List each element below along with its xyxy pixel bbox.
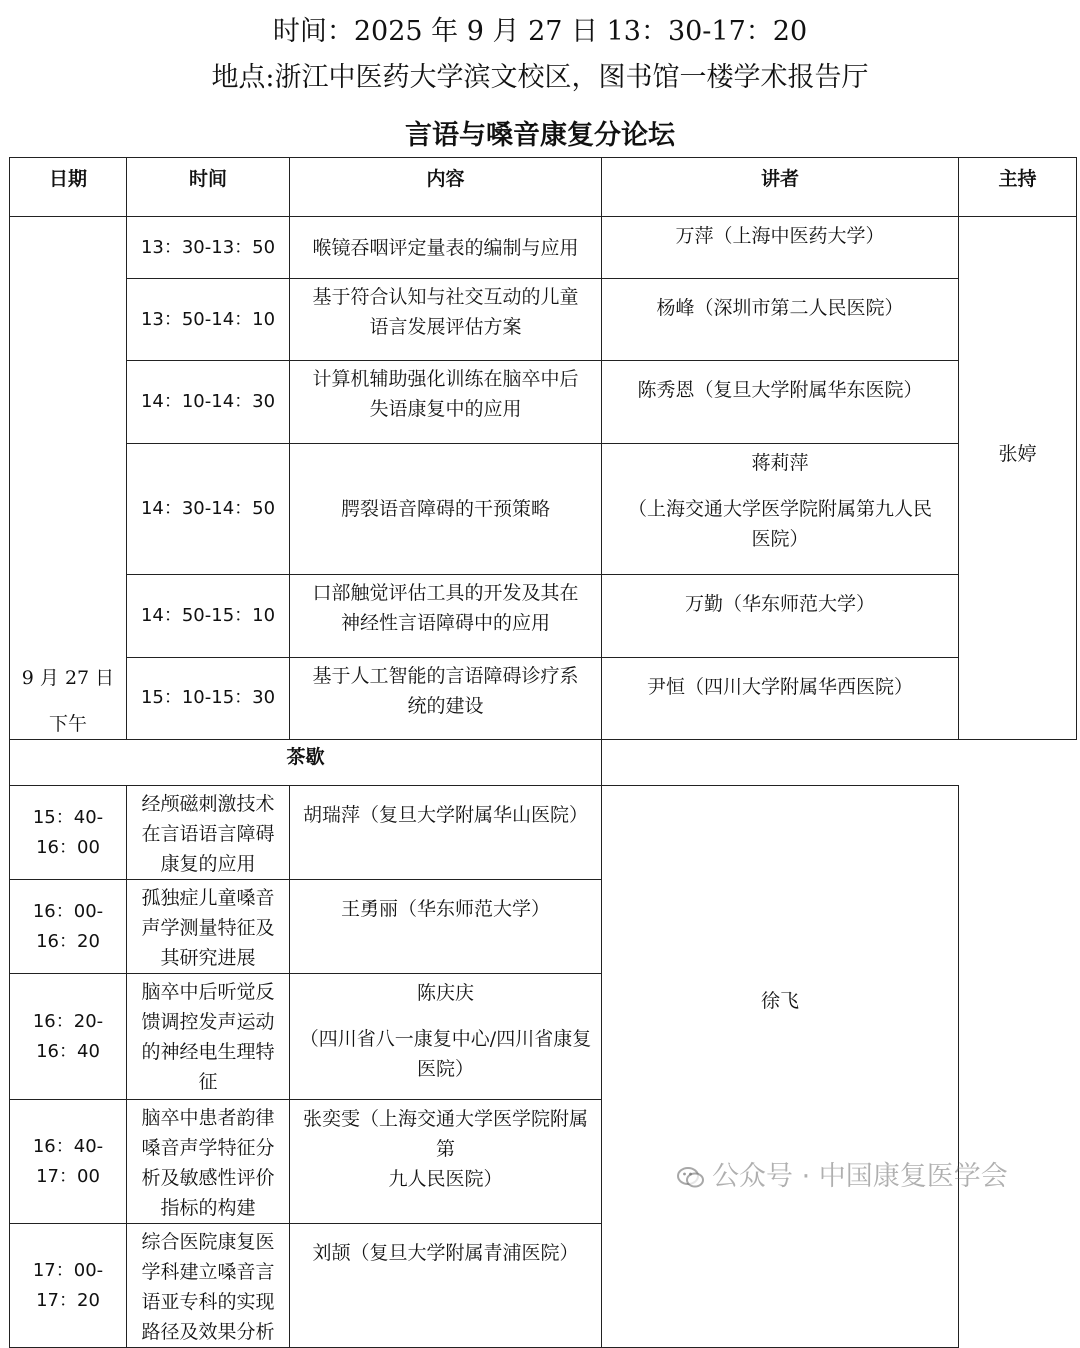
date-cell xyxy=(10,217,127,740)
text-line: 九人民医院） xyxy=(388,1168,503,1190)
time-cell: 16：00-16：20 xyxy=(10,880,127,974)
speaker-cell xyxy=(290,974,602,1100)
text-line: 经颅磁刺激技术在言语语言障碍 xyxy=(141,793,275,845)
text-line: 综合医院康复医学科建立嗓音言 xyxy=(141,1231,275,1283)
text-line: 医院） xyxy=(751,527,809,550)
speaker-cell xyxy=(602,279,959,361)
topic-cell xyxy=(290,217,602,279)
date-line: 9 月 27 日 xyxy=(21,667,115,689)
header-date: 日期 xyxy=(10,158,127,217)
date-line: 下午 xyxy=(48,713,87,735)
topic-cell xyxy=(127,1100,290,1224)
topic-cell xyxy=(290,361,602,443)
time-cell: 14：30-14：50 xyxy=(127,443,290,575)
time-cell: 15：10-15：30 xyxy=(127,657,290,739)
text-line: 神经性言语障碍中的应用 xyxy=(340,612,550,635)
text-line: 尹恒（四川大学附属华西医院） xyxy=(646,675,913,698)
text-line: （上海交通大学医学院附属第九人民 xyxy=(627,497,932,520)
text-line: 万勤（华东师范大学） xyxy=(684,593,875,616)
text-line: 万萍（上海中医药大学） xyxy=(675,225,885,247)
watermark-text: 公众号 · 中国康复医学会 xyxy=(712,1161,1008,1192)
text-line: 喉镜吞咽评定量表的编制与应用 xyxy=(312,236,579,259)
time-cell: 13：30-13：50 xyxy=(127,217,290,279)
speaker-cell xyxy=(602,217,959,279)
watermark xyxy=(676,1154,1056,1194)
speaker-cell xyxy=(290,1224,602,1348)
topic-cell xyxy=(290,575,602,657)
text-line: 陈庆庆 xyxy=(416,982,474,1004)
text-line: 蒋莉萍 xyxy=(751,451,809,474)
topic-cell xyxy=(127,880,290,974)
text-line: 析及敏感性评价指标的构建 xyxy=(141,1167,275,1219)
speaker-cell xyxy=(290,880,602,974)
text-line: 基于符合认知与社交互动的儿童 xyxy=(312,286,579,309)
topic-cell xyxy=(127,1224,290,1348)
header-time: 时间 xyxy=(127,158,290,217)
header-speaker: 讲者 xyxy=(602,158,959,217)
text-line: 统的建设 xyxy=(407,694,484,717)
speaker-cell xyxy=(602,443,959,575)
text-line: 语言发展评估方案 xyxy=(369,316,522,339)
text-line: 陈秀恩（复旦大学附属华东医院） xyxy=(637,379,923,402)
header-host: 主持 xyxy=(959,158,1077,217)
text-line: 其研究进展 xyxy=(160,947,256,969)
wechat-icon xyxy=(676,1165,706,1191)
time-line: 时间：2025 年 9 月 27 日 13：30-17：20 xyxy=(272,16,808,47)
table-row xyxy=(10,279,1077,361)
topic-cell xyxy=(290,279,602,361)
text-line: 失语康复中的应用 xyxy=(369,398,522,421)
time-cell: 13：50-14：10 xyxy=(127,279,290,361)
table-row xyxy=(10,443,1077,575)
topic-cell xyxy=(290,443,602,575)
header-content: 内容 xyxy=(290,158,602,217)
time-cell: 15：40-16：00 xyxy=(10,786,127,880)
speaker-cell xyxy=(602,575,959,657)
time-cell: 14：50-15：10 xyxy=(127,575,290,657)
text-line: 张奕雯（上海交通大学医学院附属第 xyxy=(302,1108,588,1160)
speaker-cell xyxy=(290,786,602,880)
text-line: 康复的应用 xyxy=(160,853,256,875)
break-label: 茶歇 xyxy=(10,740,602,786)
text-line: 的神经电生理特征 xyxy=(141,1041,275,1093)
text-line: 基于人工智能的言语障碍诊疗系 xyxy=(312,664,579,687)
text-line: （四川省八一康复中心/四川省康复 xyxy=(299,1028,592,1050)
speaker-cell xyxy=(602,657,959,739)
speaker-cell xyxy=(602,361,959,443)
text-line: 医院） xyxy=(416,1058,474,1080)
text-line: 脑卒中后听觉反馈调控发声运动 xyxy=(141,981,275,1033)
text-line: 杨峰（深圳市第二人民医院） xyxy=(656,297,904,320)
text-line: 语亚专科的实现路径及效果分析 xyxy=(141,1291,275,1343)
header-row xyxy=(10,158,1077,217)
text-line: 刘颉（复旦大学附属青浦医院） xyxy=(312,1242,579,1264)
forum-title: 言语与嗓音康复分论坛 xyxy=(405,120,675,151)
topic-cell xyxy=(127,786,290,880)
text-line: 孤独症儿童嗓音声学测量特征及 xyxy=(141,887,275,939)
table-row xyxy=(10,361,1077,443)
time-cell: 17：00-17：20 xyxy=(10,1224,127,1348)
time-cell: 14：10-14：30 xyxy=(127,361,290,443)
table-row xyxy=(10,786,1077,880)
text-line: 胡瑞萍（复旦大学附属华山医院） xyxy=(302,804,588,826)
text-line: 计算机辅助强化训练在脑卒中后 xyxy=(312,368,579,391)
time-cell: 16：20-16：40 xyxy=(10,974,127,1100)
table-row xyxy=(10,217,1077,279)
host-cell: 张婷 xyxy=(959,217,1077,740)
topic-cell xyxy=(290,657,602,739)
text-line: 腭裂语音障碍的干预策略 xyxy=(340,498,550,521)
speaker-cell xyxy=(290,1100,602,1224)
table-row xyxy=(10,657,1077,739)
topic-cell xyxy=(127,974,290,1100)
text-line: 脑卒中患者韵律嗓音声学特征分 xyxy=(141,1107,275,1159)
break-row xyxy=(10,740,1077,786)
table-row xyxy=(10,575,1077,657)
host-cell: 徐飞 xyxy=(602,786,959,1348)
text-line: 王勇丽（华东师范大学） xyxy=(340,898,550,920)
location-line: 地点:浙江中医药大学滨文校区，图书馆一楼学术报告厅 xyxy=(211,62,869,93)
text-line: 口部触觉评估工具的开发及其在 xyxy=(312,582,579,605)
time-cell: 16：40-17：00 xyxy=(10,1100,127,1224)
